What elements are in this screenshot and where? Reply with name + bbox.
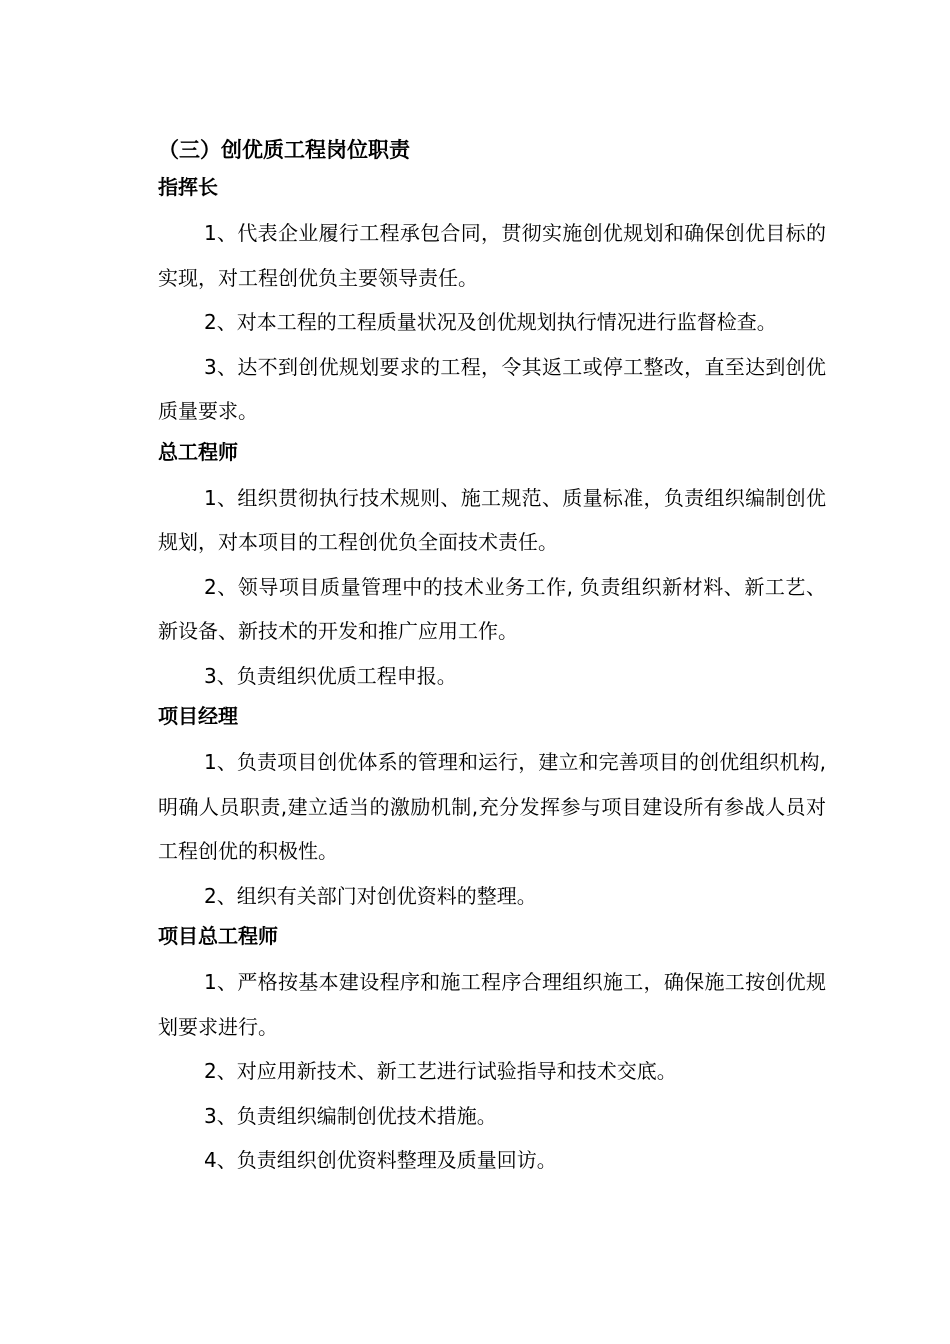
- document-body: [158, 131, 826, 1183]
- section-project-chief-engineer: [158, 918, 826, 1183]
- duty-item: 2、领导项目质量管理中的技术业务工作, 负责组织新材料、新工艺、新设备、新技术的开发和推广应用工作。: [158, 574, 826, 643]
- duty-item: 2、对应用新技术、新工艺进行试验指导和技术交底。: [204, 1059, 677, 1083]
- role-heading-commander: 指挥长: [158, 175, 218, 199]
- duty-item: 3、达不到创优规划要求的工程，令其返工或停工整改，直至达到创优质量要求。: [158, 354, 826, 423]
- duty-item: 3、负责组织编制创优技术措施。: [204, 1103, 497, 1128]
- duty-item: 1、严格按基本建设程序和施工程序合理组织施工，确保施工按创优规划要求进行。: [158, 970, 826, 1039]
- duty-item: 1、代表企业履行工程承包合同，贯彻实施创优规划和确保创优目标的实现，对工程创优负主要领导责任。: [158, 221, 826, 290]
- duty-item: 4、负责组织创优资料整理及质量回访。: [204, 1148, 557, 1172]
- role-heading-project-chief-engineer: 项目总工程师: [158, 924, 278, 948]
- duty-item: 2、组织有关部门对创优资料的整理。: [204, 883, 537, 908]
- duty-item: 1、负责项目创优体系的管理和运行，建立和完善项目的创优组织机构,明确人员职责,建立适当的激励机制,充分发挥参与项目建设所有参战人员对工程创优的积极性。: [158, 750, 826, 863]
- role-heading-project-manager: 项目经理: [158, 704, 238, 728]
- section-project-manager: [158, 698, 826, 918]
- section-title: （三）创优质工程岗位职责: [158, 138, 410, 162]
- duty-item: 2、对本工程的工程质量状况及创优规划执行情况进行监督检查。: [204, 310, 777, 334]
- role-heading-chief-engineer: 总工程师: [158, 439, 238, 464]
- section-chief-engineer: [158, 434, 826, 699]
- duty-item: 1、组织贯彻执行技术规则、施工规范、质量标准，负责组织编制创优规划，对本项目的工程创优负全面技术责任。: [158, 485, 826, 554]
- section-commander: [158, 169, 826, 434]
- duty-item: 3、负责组织优质工程申报。: [204, 663, 457, 688]
